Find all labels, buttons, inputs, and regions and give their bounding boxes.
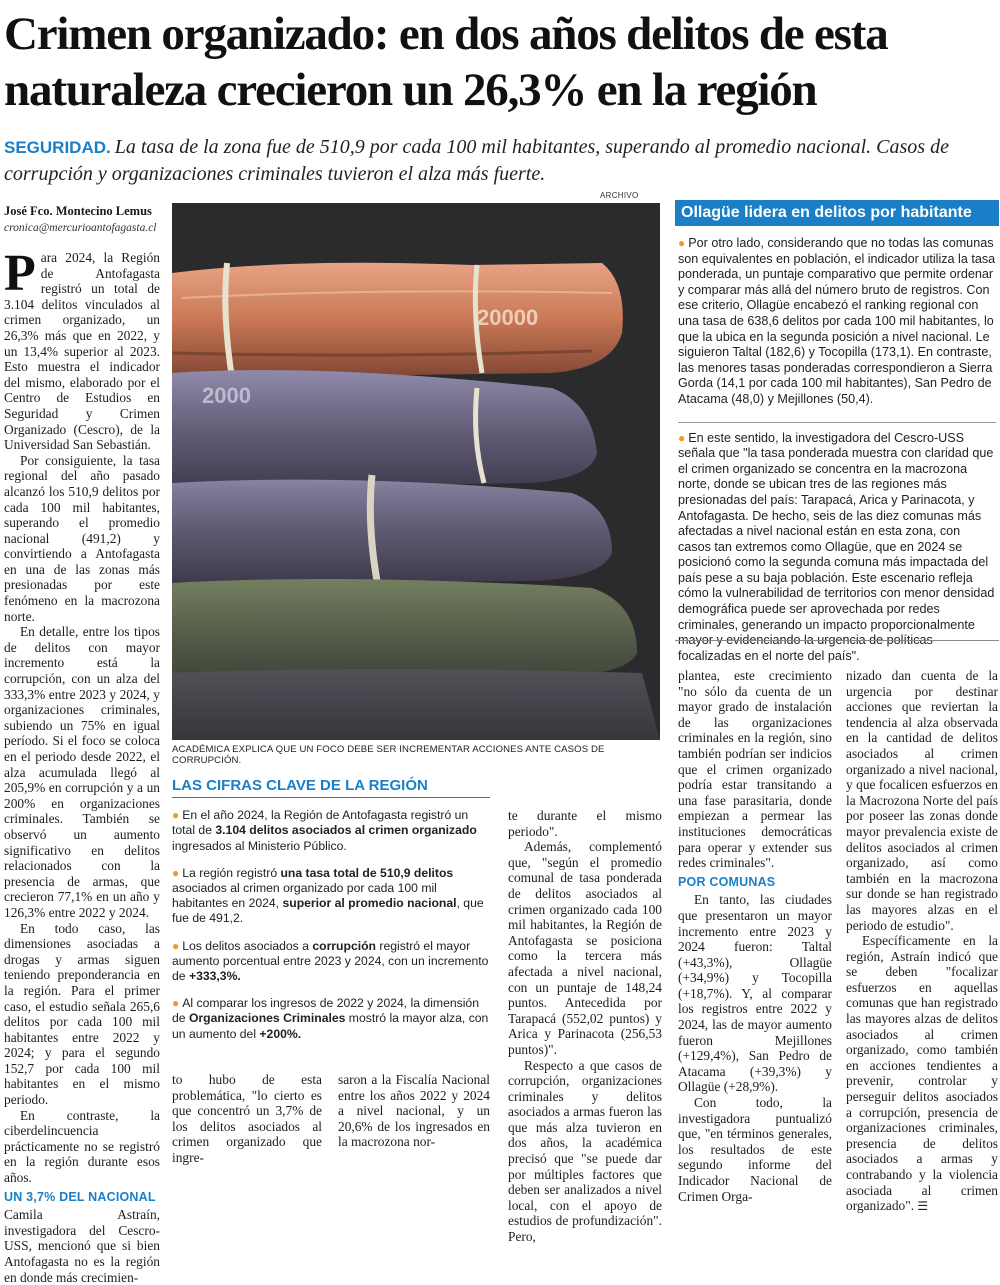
article-paragraph: Camila Astraín, investigadora del Cescro-USS, mencionó que si bien Antofagasta no es la región en donde más crecimien- (4, 1207, 160, 1285)
banknote-denomination: 2000 (202, 383, 251, 408)
byline-author: José Fco. Montecino Lemus (4, 204, 152, 218)
banknotes-illustration (172, 203, 660, 740)
article-paragraph: saron a la Fiscalía Nacional entre los años 2022 y 2024 a nivel nacional, y un 20,6% de los ingresados en la macrozona nor- (338, 1072, 490, 1150)
subheading: UN 3,7% DEL NACIONAL (4, 1189, 156, 1204)
key-figure-item: ● En el año 2024, la Región de Antofagasta registró un total de 3.104 delitos asociados al crimen organizado ingresados al Ministerio Público. (172, 808, 477, 853)
key-figures-title: LAS CIFRAS CLAVE DE LA REGIÓN (172, 776, 490, 798)
section-kicker: SEGURIDAD. (4, 138, 111, 157)
article-paragraph: En detalle, entre los tipos de delitos con mayor incremento está la corrupción, con un alza del 333,3% entre 2023 y 2024, y organizaciones criminales, subiendo un 75% en igual período. Si el foco se coloca en el periodo desde 2022, el alza acumulada llegó al 205,9% en corrupción y a un 200% en organizaciones criminales. También se observó un aumento significativo en delitos relacionados con la presencia de armas, que crecieron 77,1% en un año y 126,3% entre 2022 y 2024. (4, 624, 160, 920)
article-paragraph: nizado dan cuenta de la urgencia por destinar acciones que reviertan la tendencia al alza observada en la cantidad de delitos asociados al crimen organizado a nivel nacional, y que focalicen esfuerzos en la Macrozona Norte del país por poseer las zonas donde mayor prevalencia existe de delitos asociados al crimen organizado, así como también en la macrozona sur donde se han registrado las mayores alzas en el periodo de estudio". (846, 668, 998, 933)
article-paragraph: Con todo, la investigadora puntualizó que, "en términos generales, los resultados de este segundo informe del Indicador Nacional de Crimen Orga- (678, 1095, 832, 1204)
article-paragraph: to hubo de esta problemática, "lo cierto es que concentró un 3,7% de los delitos asociados al crimen organizado que ingre- (172, 1072, 322, 1165)
sidebar-paragraph: ● Por otro lado, considerando que no todas las comunas son equivalentes en población, el indicador utiliza la tasa ponderada, un puntaje comparativo que permite ordenar y comparar más allá del número bruto de registros. Con ese criterio, Ollagüe encabezó el ranking regional con una tasa de 638,6 delitos por cada 100 mil habitantes, lo que la ubica en la segunda posición a nivel nacional. Le siguieron Taltal (182,6) y Tocopilla (173,1). En contraste, las menores tasas ponderadas correspondieron a Sierra Gorda (14,1 por cada 100 mil habitantes), San Pedro de Atacama (48,0) y Mejillones (50,4). (678, 236, 996, 406)
key-figure-item: ● Al comparar los ingresos de 2022 y 2024, la dimensión de Organizaciones Criminales mostró la mayor alza, con un aumento del +200%. (172, 996, 489, 1041)
article-column-6 (846, 668, 998, 1215)
byline-email[interactable]: cronica@mercurioantofagasta.cl (4, 222, 157, 234)
sidebar-title: Ollagüe lidera en delitos por habitante (675, 200, 999, 226)
end-mark-icon: ☰ (917, 1199, 929, 1214)
key-figure-item: ● Los delitos asociados a corrupción registró el mayor aumento porcentual entre 2023 y 2024, con un incremento de +333,3%. (172, 938, 489, 984)
lead-paragraph (4, 134, 994, 187)
banknote-denomination: 20000 (477, 305, 539, 330)
bullet-dot-icon: ● (172, 808, 180, 823)
article-paragraph: Para 2024, la Región de Antofagasta registró un total de 3.104 delitos vinculados al crimen organizado, un 26,3% más que en 2022, y un 13,4% superior al 2023. Esto muestra el indicador del mismo, elaborado por el Centro de Estudios en Seguridad y Crimen Organizado (Cescro), de la Universidad San Sebastián. (4, 245, 160, 453)
key-figure-item: ● La región registró una tasa total de 510,9 delitos asociados al crimen organizado por cada 100 mil habitantes en 2024, superior al promedio nacional, que fue de 491,2. (172, 865, 484, 926)
bullet-dot-icon: ● (678, 236, 686, 250)
sidebar-bottom-divider (675, 640, 999, 641)
sidebar-divider (678, 422, 996, 423)
headline: Crimen organizado: en dos años delitos de esta naturaleza crecieron un 26,3% en la región (4, 8, 888, 116)
article-column-4 (508, 808, 662, 1245)
photo-caption: ACADÉMICA EXPLICA QUE UN FOCO DEBE SER INCREMENTAR ACCIONES ANTE CASOS DE CORRUPCIÓN. (172, 744, 605, 766)
article-paragraph: En tanto, las ciudades que presentaron un mayor incremento entre 2023 y 2024 fueron: Taltal (+43,3%), Ollagüe (+34,9%) y Tocopilla (+18,7%). Y, al comparar los registros entre 2022 y 2024, las de mayor aumento fueron Mejillones (+129,4%), San Pedro de Atacama (+39,3%) y Ollagüe (+28,9%). (678, 892, 832, 1095)
lead-text: La tasa de la zona fue de 510,9 por cada 100 mil habitantes, superando al promedio nacional. Casos de corrupción y organizaciones criminales tuvieron el alza más fuerte. (4, 136, 949, 185)
bullet-dot-icon: ● (172, 996, 180, 1011)
article-column-2 (172, 1072, 322, 1166)
sidebar-box (678, 236, 996, 678)
article-column-3 (338, 1072, 490, 1150)
key-figures-box (172, 776, 490, 1054)
photo-credit: ARCHIVO (600, 191, 639, 200)
article-paragraph: plantea, este crecimiento "no sólo da cuenta de un mayor grado de instalación de las organizaciones criminales en la región, sino también podrían ser indicios que el crimen organizado podría estar transitando a una fase parasitaria, donde empiezan a permear las instituciones democráticas para operar y extender sus redes criminales". (678, 668, 832, 871)
article-paragraph: Además, complementó que, "según el promedio comunal de tasa ponderada de delitos asociados al crimen organizado cada 100 mil habitantes, la Región de Antofagasta se posiciona como la tercera más afectada a nivel nacional, con un puntaje de 148,24 puntos. Antecedida por Tarapacá (552,02 puntos) y Arica y Parinacota (256,53 puntos)". (508, 839, 662, 1057)
bullet-dot-icon: ● (678, 430, 686, 445)
article-paragraph: Por consiguiente, la tasa regional del año pasado alcanzó los 510,9 delitos por cada 100 mil habitantes, superando el promedio nacional (491,2) y convirtiendo a Antofagasta en una de las zonas más presionadas por este fenómeno en la macrozona norte. (4, 452, 160, 624)
article-paragraph: te durante el mismo periodo". (508, 808, 662, 839)
article-column-1 (4, 245, 160, 1285)
article-paragraph: En contraste, la ciberdelincuencia prácticamente no se registró en la región durante esos años. (4, 1107, 160, 1186)
article-column-5 (678, 668, 832, 1204)
article-paragraph: Respecto a que casos de corrupción, organizaciones criminales y delitos asociados a armas fueron las que más alza tuvieron en dos años, la académica precisó que "se puede dar por múltiples factores que deben ser analizados a nivel local, con el apoyo de estudios de profundización". Pero, (508, 1057, 662, 1245)
subheading: POR COMUNAS (678, 874, 776, 889)
bullet-dot-icon: ● (172, 865, 180, 880)
article-paragraph: Específicamente en la región, Astraín indicó que se deben "focalizar esfuerzos en aquellas comunas que han registrado las mayores alzas de delitos asociados al crimen organizado, como también en acciones tendientes a prevenir, controlar y perseguir delitos asociados a corrupción, presencia de organizaciones criminales, presencia de delitos asociados a armas y contrabando y la violencia asociada al crimen organizado". ☰ (846, 933, 998, 1214)
article-paragraph: En todo caso, las dimensiones asociadas a drogas y armas siguen teniendo preponderancia en la región. Para el primer caso, el estudio señala 265,6 delitos por cada 100 mil habitantes entre 2022 y 2024; y para el segundo 152,7 por cada 100 mil habitantes en el mismo periodo. (4, 920, 160, 1108)
sidebar-paragraph: ● En este sentido, la investigadora del Cescro-USS señala que "la tasa ponderada muestra con claridad que el crimen organizado se concentra en la macrozona norte, donde se ubican tres de las regiones más presionadas del país: Tarapacá, Arica y Parinacota, y Antofagasta. De hecho, seis de las diez comunas más afectadas a nivel nacional están en esta zona, con casos tan extremos como Ollagüe, que en 2024 se posicionó como la segunda comuna más impactada del país pese a su baja población. Este escenario refleja cómo la vulnerabilidad de territorios con menor densidad demográfica puede ser aprovechada por redes criminales, generando un impacto proporcionalmente mayor y evidenciando la urgencia de políticas focalizadas en el norte del país". (678, 430, 995, 663)
bullet-dot-icon: ● (172, 938, 180, 953)
drop-cap: P (4, 245, 36, 302)
banknotes-photo (172, 203, 660, 740)
